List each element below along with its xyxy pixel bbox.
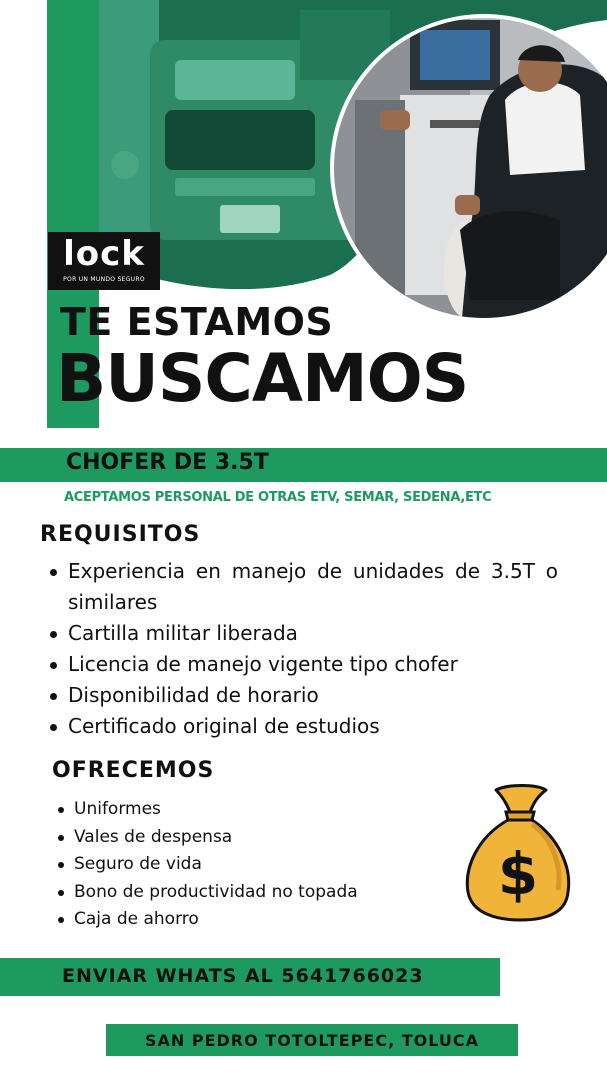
list-item: Disponibilidad de horario [48, 680, 558, 711]
position-title: CHOFER DE 3.5T [66, 450, 269, 475]
offers-title: OFRECEMOS [52, 758, 215, 783]
list-item: Seguro de vida [56, 851, 456, 879]
requirements-list [48, 556, 558, 742]
accepted-personnel-note: ACEPTAMOS PERSONAL DE OTRAS ETV, SEMAR, SEDENA,ETC [64, 490, 492, 505]
list-item: Certificado original de estudios [48, 711, 558, 742]
list-item: Uniformes [56, 796, 456, 824]
list-item: Licencia de manejo vigente tipo chofer [48, 649, 558, 680]
headline-line-2: BUSCAMOS [56, 340, 469, 417]
company-logo [48, 232, 160, 290]
logo-tagline: POR UN MUNDO SEGURO [63, 276, 145, 283]
dollar-sign: $ [497, 840, 539, 908]
requirements-title: REQUISITOS [40, 522, 201, 547]
whatsapp-contact: ENVIAR WHATS AL 5641766023 [62, 965, 424, 987]
headline-line-1: TE ESTAMOS [60, 300, 334, 344]
list-item: Vales de despensa [56, 824, 456, 852]
logo-wordmark: lock [63, 234, 145, 274]
list-item: Caja de ahorro [56, 906, 456, 934]
offers-list [56, 796, 456, 934]
list-item: Bono de productividad no topada [56, 879, 456, 907]
money-bag-icon [458, 782, 578, 924]
list-item: Experiencia en manejo de unidades de 3.5T o similares [48, 556, 558, 618]
location-text: SAN PEDRO TOTOLTEPEC, TOLUCA [144, 1031, 480, 1050]
list-item: Cartilla militar liberada [48, 618, 558, 649]
